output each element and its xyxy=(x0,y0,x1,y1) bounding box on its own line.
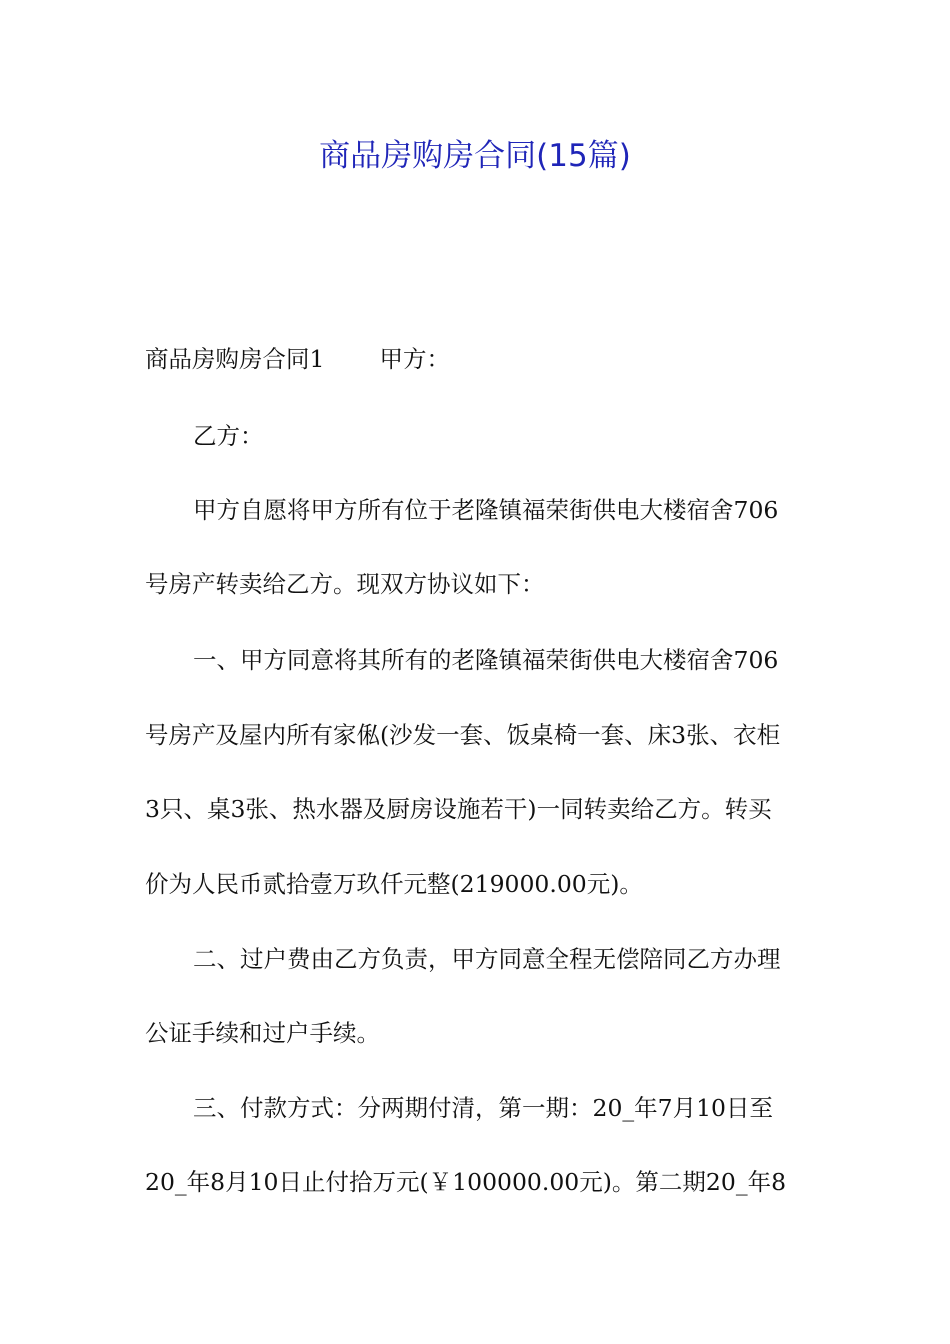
paragraph-line: 20_年8月10日止付拾万元(￥100000.00元)。第二期20_年8 xyxy=(145,1168,787,1196)
paragraph-line: 甲方自愿将甲方所有位于老隆镇福荣街供电大楼宿舍706 xyxy=(193,496,779,524)
heading-line xyxy=(145,344,450,374)
paragraph-line: 号房产及屋内所有家俬(沙发一套、饭桌椅一套、床3张、衣柜 xyxy=(145,721,781,749)
contract-label: 商品房购房合同1 xyxy=(145,345,325,373)
document-body xyxy=(145,0,810,1344)
paragraph-line: 公证手续和过户手续。 xyxy=(145,1019,380,1047)
paragraph-line: 价为人民币贰拾壹万玖仟元整(219000.00元)。 xyxy=(145,870,643,898)
document-title: 商品房购房合同(15篇) xyxy=(319,138,631,174)
paragraph-line: 3只、桌3张、热水器及厨房设施若干)一同转卖给乙方。转买 xyxy=(145,795,772,823)
party-a-label: 甲方： xyxy=(379,345,450,373)
paragraph-line: 三、付款方式：分两期付清，第一期：20_年7月10日至 xyxy=(193,1094,774,1122)
paragraph-line: 一、甲方同意将其所有的老隆镇福荣街供电大楼宿舍706 xyxy=(193,646,779,674)
paragraph-line: 乙方： xyxy=(193,422,264,450)
paragraph-line: 二、过户费由乙方负责，甲方同意全程无偿陪同乙方办理 xyxy=(193,945,781,973)
paragraph-line: 号房产转卖给乙方。现双方协议如下： xyxy=(145,570,545,598)
